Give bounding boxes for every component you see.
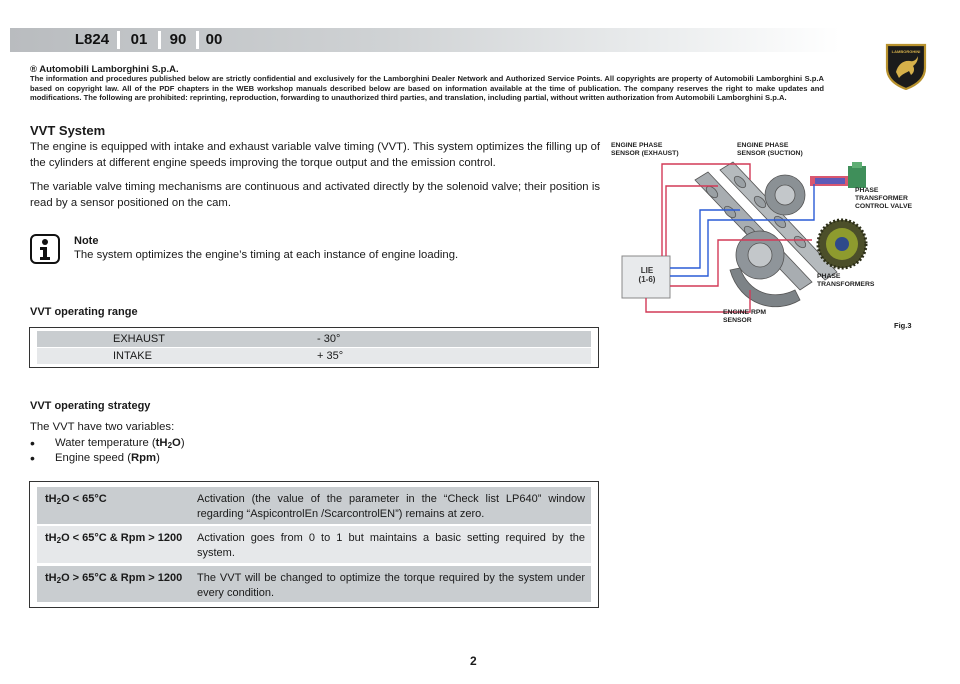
operating-strategy-title: VVT operating strategy bbox=[30, 400, 151, 412]
condition-cell: tH2O < 65°C bbox=[45, 493, 107, 506]
table-row bbox=[37, 487, 591, 524]
header-code-band bbox=[10, 28, 840, 52]
table-row bbox=[37, 348, 591, 364]
doc-code-2: 01 bbox=[130, 31, 148, 48]
table-row bbox=[37, 526, 591, 563]
operating-strategy-table bbox=[29, 481, 599, 608]
table-row bbox=[37, 566, 591, 602]
copyright-disclaimer: The information and procedures published below are strictly confidential and exclusively for the Lamborghini Dealer Network and Authorized Service Points. All copyrights are property of Automobili Lamborghini S.p.A based on copyright law. All of the PDF chapters in the WEB workshop manuals described below are based on information available at the time of publication. The company reserves the right to make updates and modifications. The following are prohibited: reprinting, reproduction, forwarding to unauthorized third parties, and translation, including partial, without written authorization from Automobili Lamborghini S.p.A. bbox=[30, 74, 824, 102]
lamborghini-bull-shield-icon bbox=[884, 42, 928, 90]
info-icon bbox=[30, 234, 60, 264]
vvt-system-figure bbox=[600, 140, 940, 340]
intro-paragraph: The engine is equipped with intake and exhaust variable valve timing (VVT). This system optimizes the filling up of the cylinders at different engine speeds improving the torque output and the emission control. bbox=[30, 141, 600, 169]
label-ecu: LIE (1-6) bbox=[638, 266, 656, 284]
range-label: INTAKE bbox=[113, 350, 152, 362]
doc-code-4: 00 bbox=[205, 31, 223, 48]
description-cell: Activation (the value of the parameter in the “Check list LP640” window regarding “AspicontrolEn /ScarcontrolEN”) remains at zero. bbox=[197, 493, 585, 520]
code-separator bbox=[196, 31, 199, 49]
code-separator bbox=[158, 31, 161, 49]
mechanism-paragraph: The variable valve timing mechanisms are continuous and activated directly by the solenoid valve; their position is read by a sensor positioned on the cam. bbox=[30, 181, 600, 209]
operating-range-table bbox=[29, 327, 599, 368]
figure-caption: Fig.3 bbox=[894, 321, 912, 330]
phase-transformer-gear bbox=[818, 220, 866, 268]
note-text: The system optimizes the engine’s timing at each instance of engine loading. bbox=[74, 249, 459, 261]
bullet-dot: • bbox=[30, 450, 35, 466]
svg-text:LAMBORGHINI: LAMBORGHINI bbox=[891, 49, 921, 54]
label-sensor-suction: ENGINE PHASE SENSOR (SUCTION) bbox=[737, 142, 803, 157]
strategy-intro: The VVT have two variables: bbox=[30, 421, 175, 433]
doc-code-1: L824 bbox=[74, 31, 110, 48]
label-phase-transformers: PHASE TRANSFORMERS bbox=[817, 273, 875, 288]
range-label: EXHAUST bbox=[113, 333, 165, 345]
description-cell: The VVT will be changed to optimize the torque required by the system under every condition. bbox=[197, 572, 585, 599]
table-row bbox=[37, 331, 591, 347]
section-title: VVT System bbox=[30, 123, 106, 138]
range-value: + 35° bbox=[317, 350, 344, 362]
phase-transformer-control-valve bbox=[810, 162, 866, 188]
range-value: - 30° bbox=[317, 333, 341, 345]
company-name: ® Automobili Lamborghini S.p.A. bbox=[30, 64, 179, 75]
note-title: Note bbox=[74, 235, 99, 247]
condition-cell: tH2O < 65°C & Rpm > 1200 bbox=[45, 532, 183, 545]
label-rpm-sensor: ENGINE RPM SENSOR bbox=[723, 309, 767, 324]
code-separator bbox=[117, 31, 120, 49]
doc-code-3: 90 bbox=[169, 31, 187, 48]
label-sensor-exhaust: ENGINE PHASE SENSOR (EXHAUST) bbox=[611, 142, 679, 157]
description-cell: Activation goes from 0 to 1 but maintains a basic setting required by the system. bbox=[197, 532, 585, 559]
label-control-valve: PHASE TRANSFORMER CONTROL VALVE bbox=[855, 187, 913, 210]
condition-cell: tH2O > 65°C & Rpm > 1200 bbox=[45, 572, 183, 585]
page-number: 2 bbox=[470, 654, 477, 668]
operating-range-title: VVT operating range bbox=[30, 306, 138, 318]
bullet-dot: • bbox=[30, 435, 35, 451]
